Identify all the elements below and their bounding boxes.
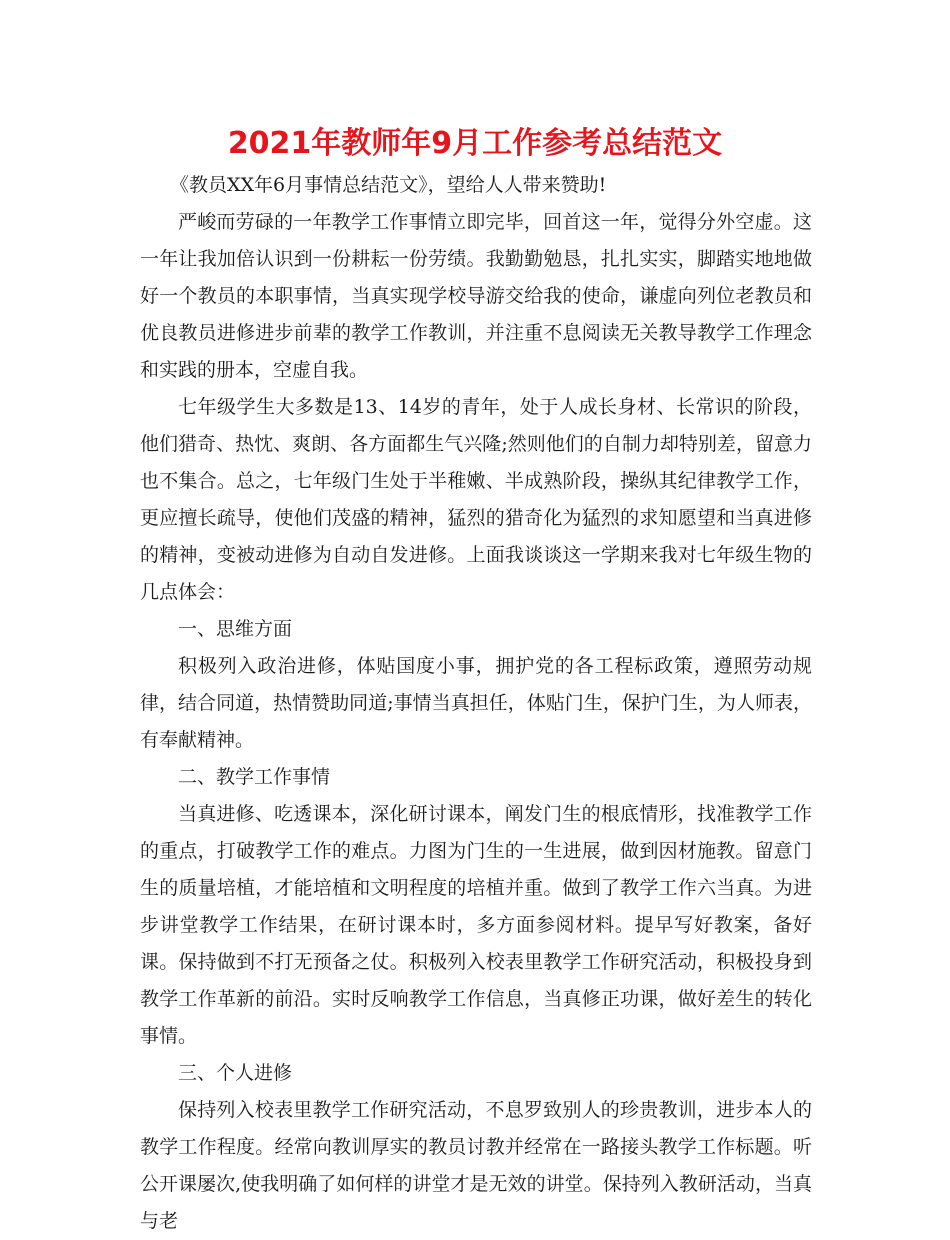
document-body	[140, 167, 812, 1240]
body-paragraph: 保持列入校表里教学工作研究活动，不息罗致别人的珍贵教训，进步本人的教学工作程度。经常向教训厚实的教员讨教并经常在一路接头教学工作标题。听公开课屡次,使我明确了如何样的讲堂才是无效的讲堂。保持列入教研活动，当真与老	[140, 1099, 812, 1232]
section-heading: 三、个人进修	[178, 1062, 293, 1084]
section-heading: 二、教学工作事情	[178, 766, 331, 788]
body-paragraph: 七年级学生大多数是13、14岁的青年，处于人成长身材、长常识的阶段，他们猎奇、热忱、爽朗、各方面都生气兴隆;然则他们的自制力却特别差，留意力也不集合。总之，七年级门生处于半稚嫩、半成熟阶段，操纵其纪律教学工作，更应擅长疏导，使他们茂盛的精神，猛烈的猎奇化为猛烈的求知愿望和当真进修的精神，变被动进修为自动自发进修。上面我谈谈这一学期来我对七年级生物的几点体会：	[140, 396, 812, 603]
body-paragraph: 积极列入政治进修，体贴国度小事，拥护党的各工程标政策，遵照劳动规律，结合同道，热情赞助同道;事情当真担任，体贴门生，保护门生，为人师表，有奉献精神。	[140, 655, 812, 751]
body-paragraph: 严峻而劳碌的一年教学工作事情立即完毕，回首这一年，觉得分外空虚。这一年让我加倍认识到一份耕耘一份劳绩。我勤勤勉恳，扎扎实实，脚踏实地地做好一个教员的本职事情，当真实现学校导游交给我的使命，谦虚向列位老教员和优良教员进修进步前辈的教学工作教训，并注重不息阅读无关教导教学工作理念和实践的册本，空虚自我。	[140, 211, 812, 381]
section-heading: 一、思维方面	[178, 618, 293, 640]
body-paragraph: 当真进修、吃透课本，深化研讨课本，阐发门生的根底情形，找准教学工作的重点，打破教学工作的难点。力图为门生的一生进展，做到因材施教。留意门生的质量培植，才能培植和文明程度的培植并重。做到了教学工作六当真。为进步讲堂教学工作结果，在研讨课本时，多方面参阅材料。提早写好教案，备好课。保持做到不打无预备之仗。积极列入校表里教学工作研究活动，积极投身到教学工作革新的前沿。实时反响教学工作信息，当真修正功课，做好差生的转化事情。	[140, 803, 812, 1047]
document-title: 2021年教师年9月工作参考总结范文	[227, 126, 723, 161]
intro-paragraph: 《教员XX年6月事情总结范文》，望给人人带来赞助!	[170, 174, 607, 196]
